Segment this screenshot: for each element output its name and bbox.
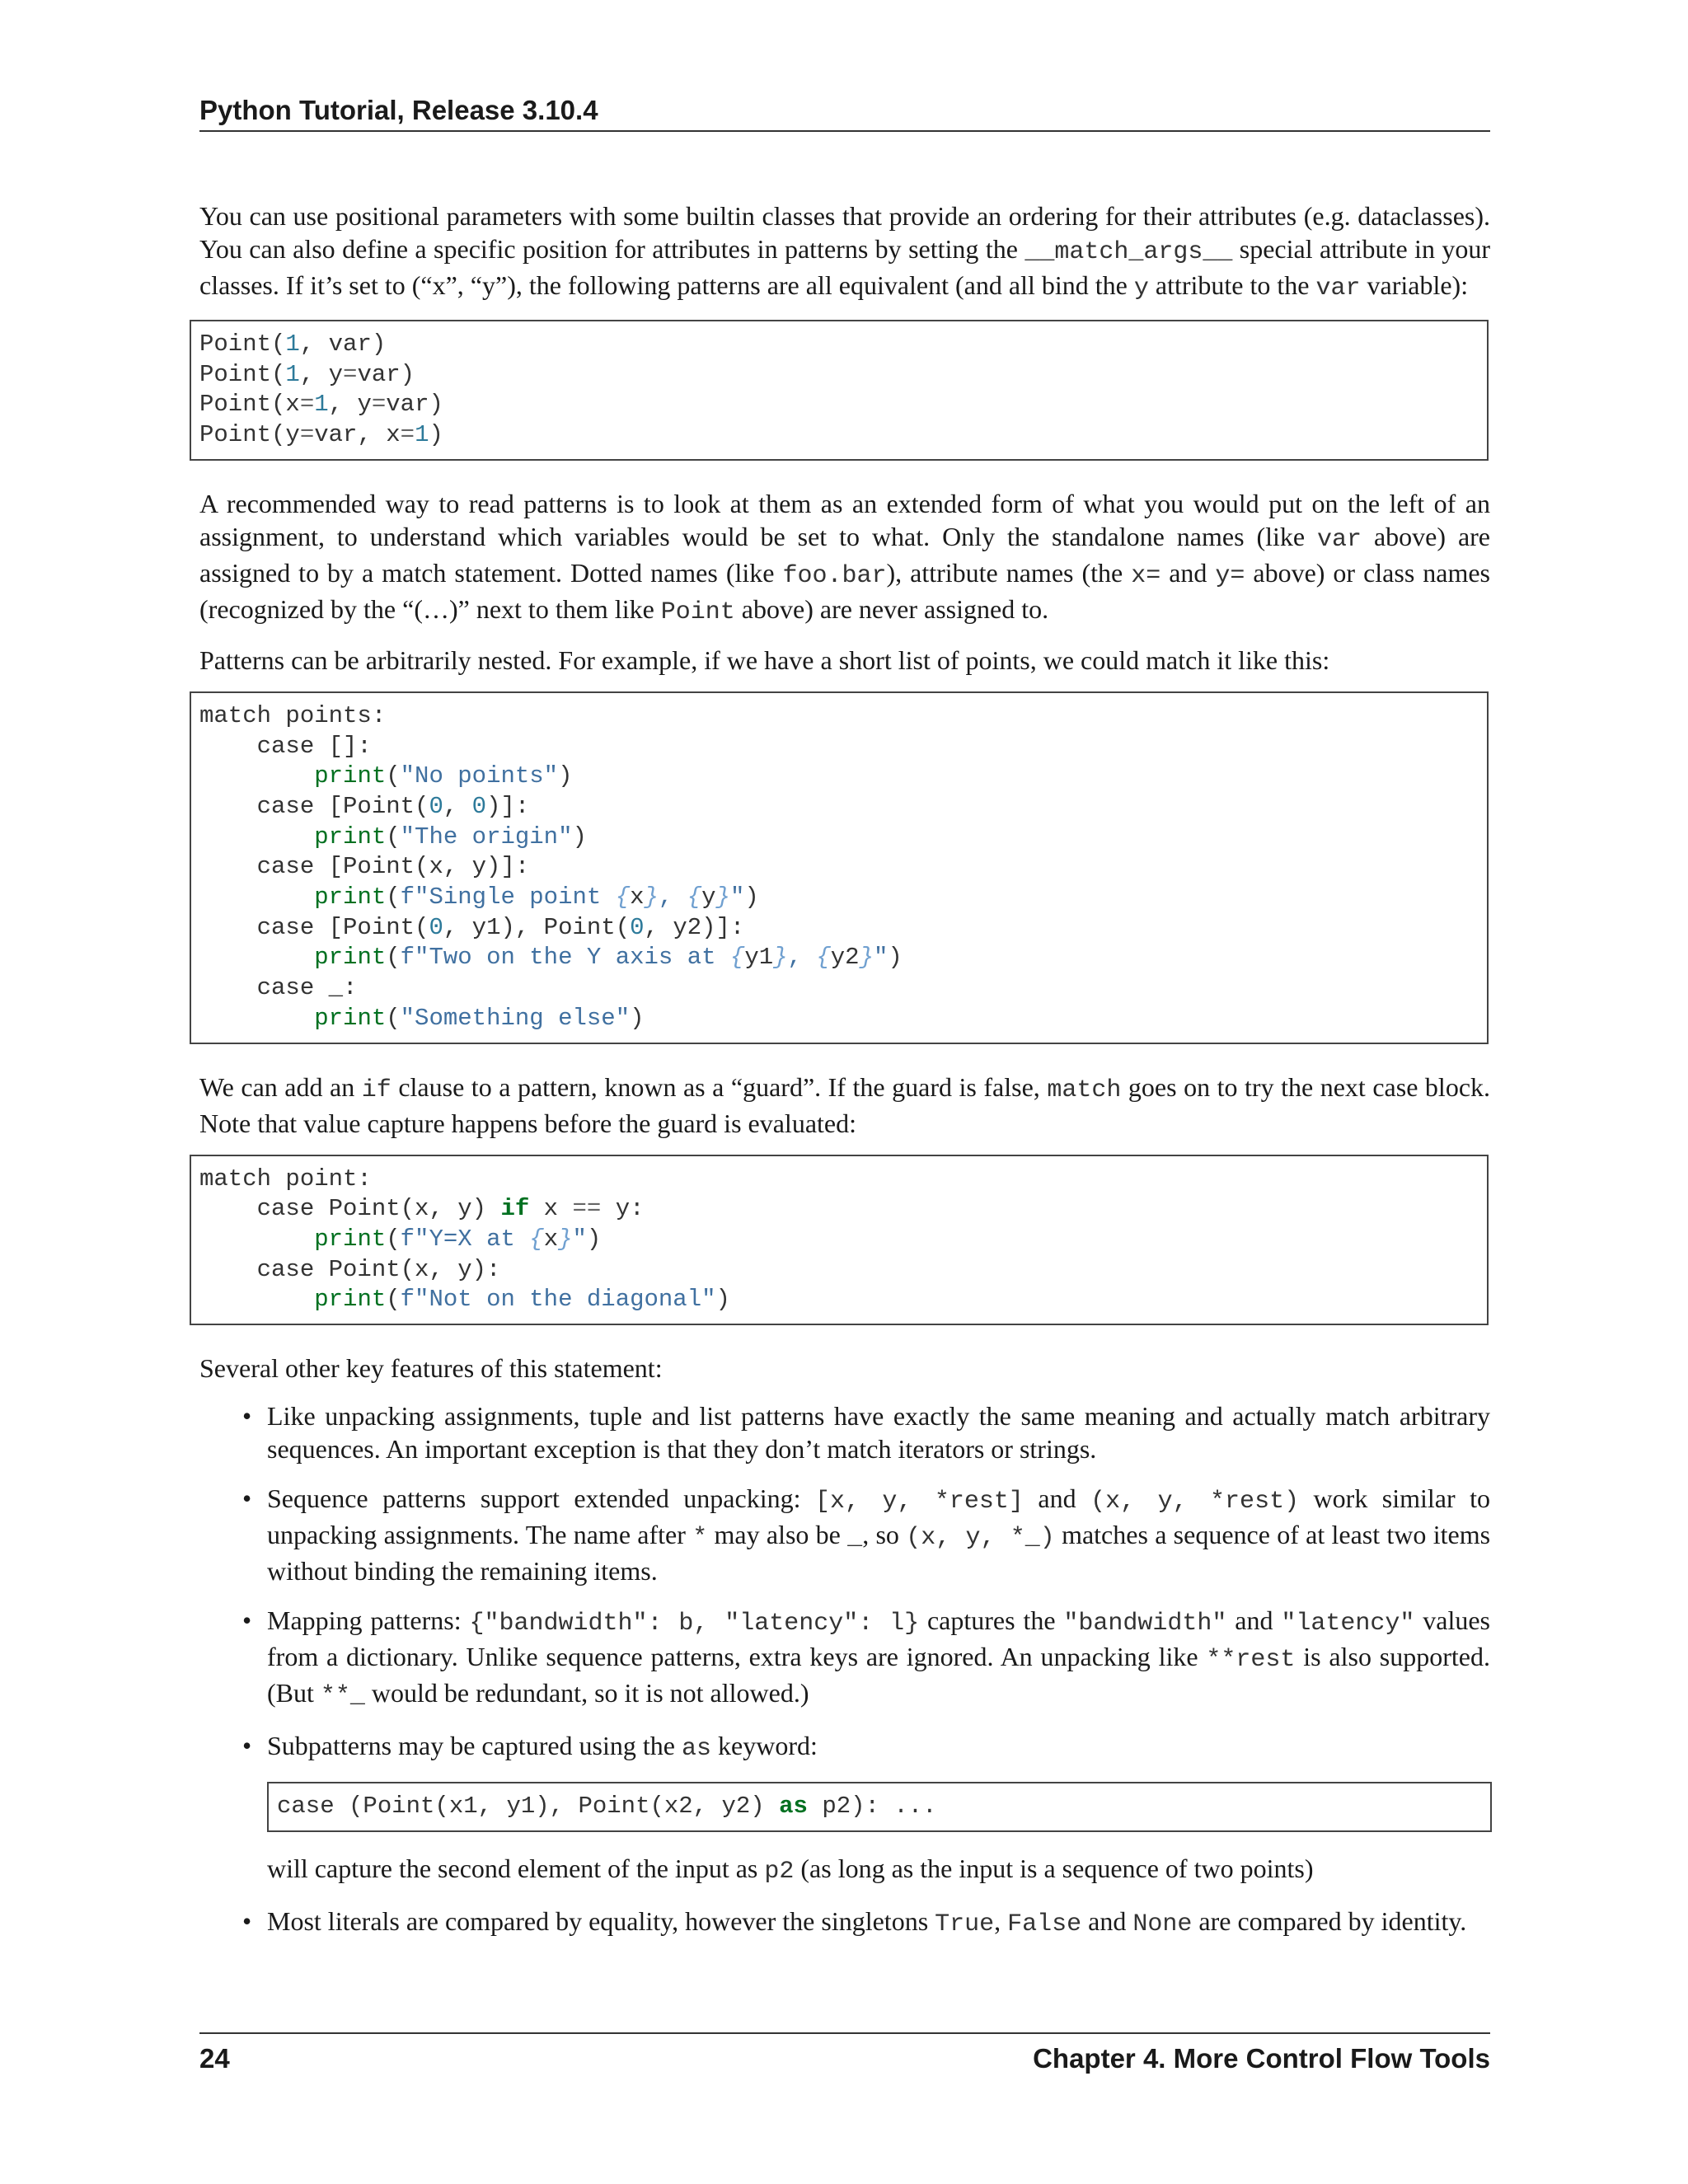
chapter-title: Chapter 4. More Control Flow Tools xyxy=(1033,2043,1490,2074)
feature-list xyxy=(199,1399,1490,1941)
code-line: print(f"Single point {x}, {y}") xyxy=(314,883,759,912)
code-line: case Point(x, y): xyxy=(199,1255,501,1283)
code-line: print("The origin") xyxy=(314,823,587,851)
code-block-equivalent-patterns[interactable] xyxy=(190,320,1489,461)
bullet-icon: • xyxy=(242,1401,252,1432)
code-line: Point(1, var) xyxy=(199,330,387,358)
code-line: print(f"Y=X at {x}") xyxy=(314,1225,602,1253)
code-line: case [Point(x, y)]: xyxy=(199,853,530,881)
code-line: case Point(x, y) if x == y: xyxy=(199,1195,645,1223)
page-content xyxy=(199,199,1490,1957)
code-line: match points: xyxy=(199,701,387,729)
list-item: • Mapping patterns: {"bandwidth": b, "latency": l} captures the "bandwidth" and "latency" values from a dictionary. Unlike sequence patterns, extra keys are ignored. An unpacking like **rest is also supported. (But **_ would be redundant, so it is not allowed.) xyxy=(242,1605,1491,1711)
list-item: • Subpatterns may be captured using the as keyword: case (Point(x1, y1), Point(x2, y2) as p2): ... will capture the second element of the input as p2 (as long as the input is a sequence of two points) xyxy=(199,1729,1490,1888)
code-line: print(f"Not on the diagonal") xyxy=(314,1286,730,1314)
code-line: case (Point(x1, y1), Point(x2, y2) as p2): ... xyxy=(277,1793,937,1821)
code-block-subpattern-as[interactable] xyxy=(267,1782,1492,1832)
code-line: case _: xyxy=(199,974,358,1002)
code-line: Point(1, y=var) xyxy=(199,360,415,388)
paragraph-key-features: Several other key features of this statement: xyxy=(199,1353,663,1384)
paragraph-nested-patterns: Patterns can be arbitrarily nested. For example, if we have a short list of points, we could match it like this: xyxy=(199,644,1330,675)
code-line: print("Something else") xyxy=(314,1004,645,1032)
paragraph-read-patterns: A recommended way to read patterns is to look at them as an extended form of what you would put on the left of an assignment, to understand which variables would be set to what. Only the standalone names (like var above) are assigned to by a match statement. Dotted names (like foo.bar), attribute names (the x= and y= above) or class names (recognized by the “(…)” next to them like Point above) are never assigned to. xyxy=(199,488,1491,626)
bullet-icon: • xyxy=(242,1605,252,1636)
bullet-icon: • xyxy=(242,1731,252,1761)
running-footer xyxy=(199,2032,1490,2077)
code-line: case []: xyxy=(199,732,372,760)
list-item: • Sequence patterns support extended unpacking: [x, y, *rest] and (x, y, *rest) work similar to unpacking assignments. The name after * may also be _, so (x, y, *_) matches a sequence of at least two items without binding the remaining items. xyxy=(242,1483,1491,1586)
code-line: print("No points") xyxy=(314,762,573,790)
bullet-icon: • xyxy=(242,1905,252,1936)
running-header: Python Tutorial, Release 3.10.4 xyxy=(199,92,1490,132)
code-line: Point(y=var, x=1) xyxy=(199,421,443,449)
code-line: case [Point(0, 0)]: xyxy=(199,792,530,820)
code-block-match-points[interactable] xyxy=(190,691,1489,1044)
page-number: 24 xyxy=(199,2043,230,2074)
list-item: • Like unpacking assignments, tuple and list patterns have exactly the same meaning and actually match arbitrary sequences. An important exception is that they don’t match iterators or strings. xyxy=(242,1401,1490,1465)
code-line: print(f"Two on the Y axis at {y1}, {y2}") xyxy=(314,944,903,972)
list-item: • Most literals are compared by equality, however the singletons True, False and None are compared by identity. xyxy=(242,1905,1467,1938)
paragraph-guard: We can add an if clause to a pattern, known as a “guard”. If the guard is false, match goes on to try the next case block. Note that value capture happens before the guard is evaluated: xyxy=(199,1071,1491,1138)
code-block-match-point-guard[interactable] xyxy=(190,1155,1489,1326)
code-line: case [Point(0, y1), Point(0, y2)]: xyxy=(199,913,745,941)
paragraph-match-args: You can use positional parameters with some builtin classes that provide an ordering for their attributes (e.g. dataclasses). You can also define a specific position for attributes in patterns by setting the __match_args__ special attribute in your classes. If it’s set to (“x”, “y”), the following patterns are all equivalent (and all bind the y attribute to the var variable): xyxy=(199,201,1491,302)
bullet-icon: • xyxy=(242,1483,252,1514)
code-line: match point: xyxy=(199,1165,372,1193)
code-line: Point(x=1, y=var) xyxy=(199,391,443,419)
